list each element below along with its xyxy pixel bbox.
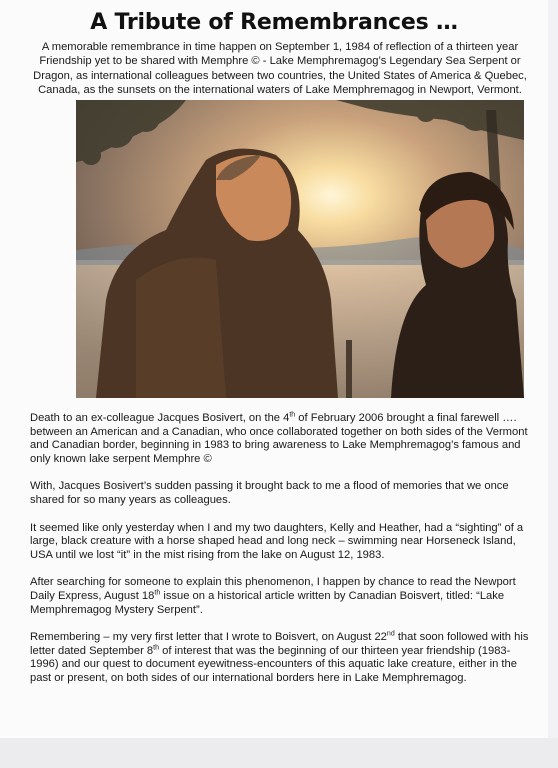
sunset-photo [76,100,524,398]
page-title: A Tribute of Remembrances … [90,10,458,35]
page-bottom-margin [0,738,558,768]
intro-paragraph: A memorable remembrance in time happen on September 1, 1984 of reflection of a thirteen year Friendship yet to be shared with Memphre © - Lake Memphremagog’s Legendary Sea Serpent or Dragon, as international colleagues between two countries, the United States of America & Quebec, Canada, as the sunsets on the international waters of Lake Memphremagog in Newport, Vermont. [33,41,527,96]
paragraph-remembering: Remembering – my very first letter that I wrote to Boisvert, on August 22nd that soon followed with his letter dated September 8th of interest that was the beginning of our thirteen year friendship (1983-1996) and our quest to document eyewitness-encounters of this aquatic lake creature, either in the past or present, on both sides of our international borders here in Lake Memphremagog. [30,630,529,684]
paragraph-passing: With, Jacques Bosivert’s sudden passing it brought back to me a flood of memories that we once shared for so many years as colleagues. [30,480,509,506]
paragraph-search: After searching for someone to explain this phenomenon, I happen by chance to read the Newport Daily Express, August 18th issue on a historical article written by Canadian Boisvert, titled: “Lake Memphremagog Mystery Serpent”. [30,576,516,616]
paragraph-death: Death to an ex-colleague Jacques Bosivert, on the 4th of February 2006 brought a final farewell …. between an American and a Canadian, who once collaborated together on both sides of the Vermont and Canadian border, beginning in 1983 to bring awareness to Lake Memphremagog’s famous and only known lake serpent Memphre © [30,411,528,465]
body-text [30,412,536,700]
paragraph-sighting: It seemed like only yesterday when I and my two daughters, Kelly and Heather, had a “sighting” of a large, black creature with a horse shaped head and long neck – swimming near Horseneck Island, USA until we lost “it” in the mist rising from the lake on August 12, 1983. [30,521,524,561]
